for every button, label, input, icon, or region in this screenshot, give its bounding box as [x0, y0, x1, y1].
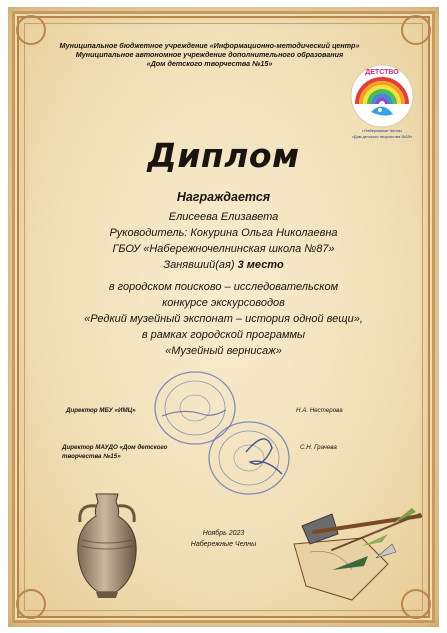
recipient-name: Елисеева Елизавета — [168, 211, 279, 223]
diploma-title: Диплом — [147, 136, 300, 175]
contest-line-4: в рамках городской программы — [141, 329, 306, 341]
header-line-3: «Дом детского творчества №15» — [146, 59, 273, 68]
ancient-tools-illustration — [292, 504, 428, 604]
place-value: 3 место — [237, 259, 284, 271]
footer-city: Набережные Челны — [190, 541, 257, 548]
contest-line-2: конкурсе экскурсоводов — [162, 297, 285, 309]
school-line: ГБОУ «Набережночелнинская школа №87» — [112, 243, 335, 255]
header-line-1: Муниципальное бюджетное учреждение «Информационно-методический центр» — [59, 41, 360, 50]
header-line-2: Муниципальное автономное учреждение дополнительного образования — [75, 50, 344, 59]
contest-line-5: «Музейный вернисаж» — [165, 345, 282, 357]
contest-line-3: «Редкий музейный экспонат – история одной вещи», — [84, 313, 363, 325]
corner-ornament — [16, 589, 46, 619]
svg-text:ДЕТСТВО: ДЕТСТВО — [365, 69, 399, 76]
svg-text:«Дом детского творчества №15»: «Дом детского творчества №15» — [351, 134, 413, 139]
place-prefix: Занявший(ая) — [163, 259, 235, 271]
place-line — [0, 258, 447, 274]
director1-name: Н.А. Нестерова — [296, 407, 343, 414]
contest-line-1: в городском поисково – исследовательском — [108, 281, 339, 293]
director2-title-line-1: Директор МАУДО «Дом детского — [62, 444, 168, 451]
director1-title: Директор МБУ «ИМЦ» — [66, 407, 136, 414]
supervisor-line: Руководитель: Кокурина Ольга Николаевна — [109, 227, 338, 239]
awarded-label: Награждается — [176, 190, 271, 204]
svg-text:г.Набережные Челны: г.Набережные Челны — [362, 128, 402, 133]
footer-date: Ноябрь 2023 — [202, 530, 245, 537]
director2-title-line-2: творчества №15» — [62, 453, 121, 460]
director2-name: С.Н. Грачева — [300, 444, 337, 451]
official-stamp-2 — [206, 418, 292, 498]
